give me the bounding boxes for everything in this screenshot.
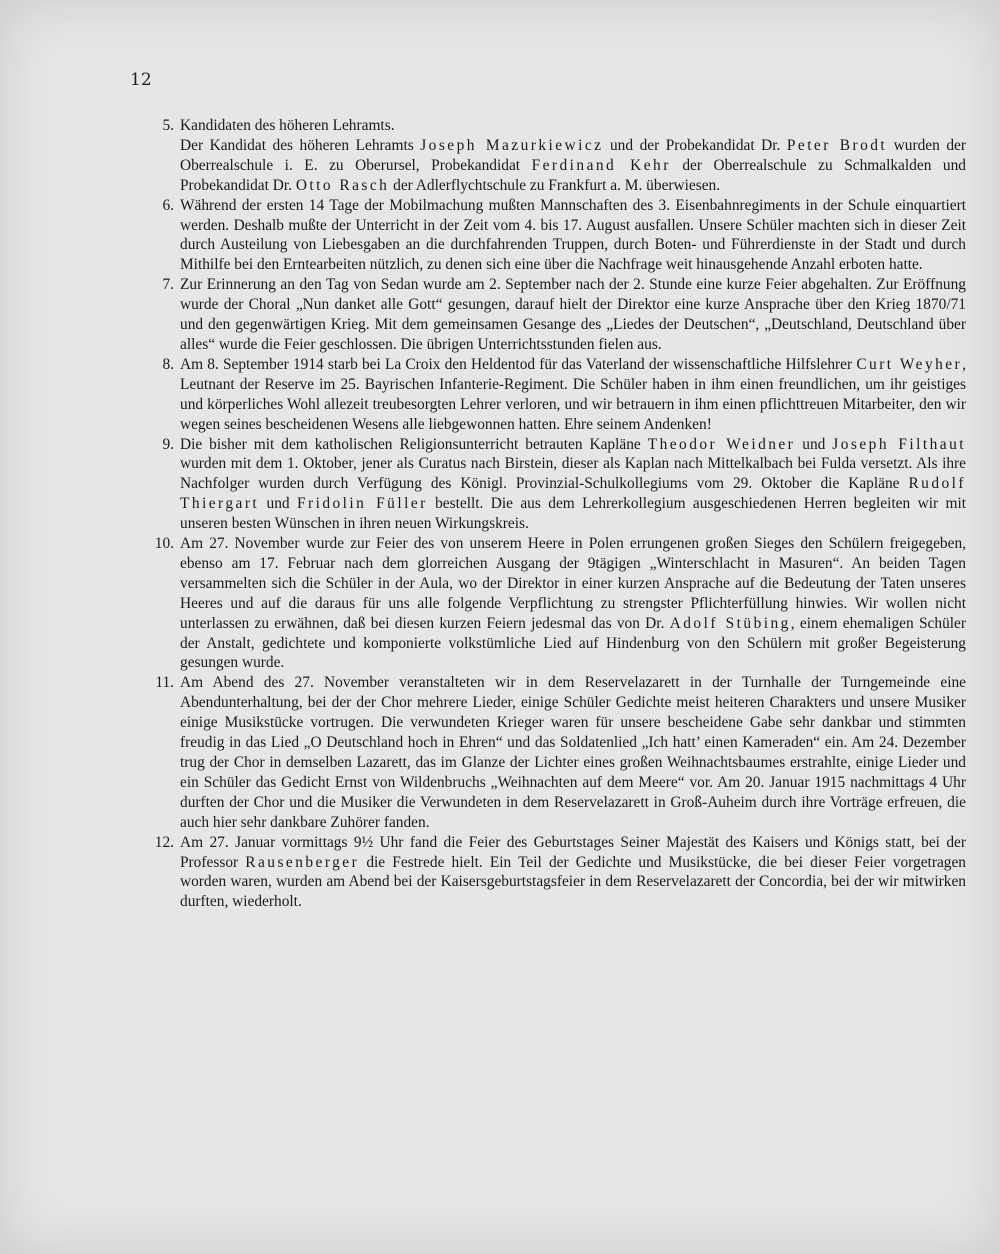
item-number: 9. — [162, 435, 174, 453]
list-item — [140, 196, 966, 276]
text-segment: bestellt. Die aus dem Lehrerkollegium ausgeschiedenen Herren begleiten wir mit unseren besten Wünschen in ihren neuen Wirkungskreis. — [180, 495, 967, 533]
item-number: 8. — [162, 355, 174, 373]
list-item — [140, 673, 966, 832]
spaced-name: Ferdinand Kehr — [531, 156, 671, 174]
spaced-name: Peter Brodt — [786, 136, 888, 154]
text-segment: Am 27. November wurde zur Feier des von unserem Heere in Polen errungenen großen Sieges den Schülern freigegeben, ebenso am 17. Februar nach dem glorreichen Ausgang der 9tägigen „Winterschlacht in Masuren“. An beiden Tagen versammelten sich die Schüler in der Aula, wo der Direktor in einer kurzen Ansprache auf die Bedeutung der Taten unseres Heeres und auf die daraus für uns alle folgende Verpflichtung zu strengster Pflichterfüllung hinwies. Wir wollen nicht unterlassen zu erwähnen, daß bei diesen kurzen Feiern jedesmal das von Dr. — [180, 535, 966, 632]
text-segment: Während der ersten 14 Tage der Mobilmachung mußten Mannschaften des 3. Eisenbahnregiments in der Schule einquartiert werden. Deshalb mußte der Unterricht in der Zeit vom 4. bis 17. August ausfallen. Unsere Schüler machten sich in dieser Zeit durch Austeilung von Liebesgaben an die durchfahrenden Truppen, durch Boten- und Führerdienste in der Stadt und durch Mithilfe bei den Erntearbeiten nützlich, zu denen sich eine über die Nachfrage weit hinausgehende Anzahl erboten hatte. — [180, 196, 966, 274]
text-segment: Am Abend des 27. November veranstalteten wir in dem Reservelazarett in der Turnhalle der Turngemeinde eine Abendunterhaltung, bei der der Chor mehrere Lieder, einige Schüler Gedichte meist heiteren Charakters und unsere Musiker einige Musikstücke vortrugen. Die verwundeten Krieger waren für unsere bescheidene Gabe sehr dankbar und stimmten freudig in das Lied „O Deutschland hoch in Ehren“ und das Soldatenlied „Ich hatt’ einen Kameraden“ ein. Am 24. Dezember trug der Chor in demselben Lazarett, das im Glanze der Lichter eines großen Weihnachtsbaumes erstrahlte, einige Lieder und ein Schüler das Gedicht Ernst von Wildenbruchs „Weihnachten auf dem Meere“ vor. Am 20. Januar 1915 nachmittags 4 Uhr durften der Chor und die Musiker die Verwundeten in dem Reservelazarett in Groß-Auheim durch ihre Vorträge erfreuen, die auch hier sehr dankbare Zuhörer fanden. — [180, 674, 966, 831]
text-segment: Zur Erinnerung an den Tag von Sedan wurde am 2. September nach der 2. Stunde eine kurze Feier abgehalten. Zur Eröffnung wurde der Choral „Nun danket alle Gott“ gesungen, darauf hielt der Direktor eine kurze Ansprache über den Krieg 1870/71 und den gegenwärtigen Krieg. Mit dem gemeinsamen Gesange des „Liedes der Deutschen“, „Deutschland, Deutschland über alles“ wurde die Feier geschlossen. Die übrigen Unterrichtsstunden fielen aus. — [180, 276, 966, 353]
spaced-name: Fridolin Füller — [297, 495, 428, 513]
text-segment: Kandidaten des höheren Lehramts. — [180, 117, 395, 134]
text-segment: die Festrede hielt. Ein Teil der Gedichte und Musikstücke, die bei dieser Feier vorgetragen worden waren, wurden am Abend bei der Kaisersgeburtstagsfeier in dem Reservelazarett der Concordia, bei der wir mitwirken durften, wiederholt. — [180, 853, 967, 911]
item-text — [180, 534, 966, 673]
text-segment: , einem ehemaligen Schüler der Anstalt, gedichtete und komponierte volkstümliche Lied auf Hindenburg von den Schülern mit großer Begeisterung gesungen wurde. — [180, 614, 966, 672]
spaced-name: Theodor Weidner — [647, 435, 796, 453]
spaced-name: Adolf Stübing — [669, 614, 791, 632]
text-segment: wurden mit dem 1. Oktober, jener als Curatus nach Birstein, dieser als Kaplan nach Mittelkalbach bei Fulda versetzt. Als ihre Nachfolger wurden durch Verfügung des Königl. Provinzial-Schulkollegiums vom 29. Oktober die Kapläne — [180, 455, 966, 493]
item-text — [180, 435, 966, 535]
list-item — [140, 435, 966, 535]
spaced-name: Otto Rasch — [295, 176, 390, 194]
item-text — [180, 196, 966, 276]
item-text — [180, 673, 966, 832]
text-segment: Der Kandidat des höheren Lehramts — [180, 136, 421, 154]
text-segment: und — [795, 435, 833, 453]
text-segment: und der Probekandidat Dr. — [603, 136, 787, 154]
list-item — [140, 534, 966, 673]
text-segment: Am 8. September 1914 starb bei La Croix den Heldentod für das Vaterland der wissenschaftliche Hilfslehrer — [180, 355, 857, 373]
item-number: 6. — [162, 196, 174, 214]
text-segment: , Leutnant der Reserve im 25. Bayrischen Infanterie-Regiment. Die Schüler haben in ihm einen freundlichen, um ihr geistiges und körperliches Wohl allezeit treubesorgten Lehrer verloren, und wir betrauern in ihm einen pflichttreuen Mitarbeiter, den wir wegen seines bescheidenen Wesens alle liebgewonnen hatten. Ehre seinem Andenken! — [180, 355, 967, 433]
list-item — [140, 116, 966, 196]
text-segment: Am 27. Januar vormittags 9½ Uhr fand die Feier des Geburtstages Seiner Majestät des Kaisers und Königs statt, bei der Professor — [180, 833, 966, 871]
spaced-name: Joseph Mazurkiewicz — [420, 136, 604, 154]
item-text — [180, 275, 966, 355]
item-number: 10. — [154, 535, 174, 553]
text-segment: Die bisher mit dem katholischen Religionsunterricht betrauten Kapläne — [180, 435, 648, 453]
item-number: 7. — [162, 276, 174, 294]
spaced-name: Rudolf Thiergart — [180, 475, 966, 513]
list-item — [140, 355, 966, 435]
item-text — [180, 116, 966, 196]
spaced-name: Joseph Filthaut — [832, 435, 967, 453]
item-text — [180, 833, 966, 913]
spaced-name: Curt Weyher — [856, 355, 963, 373]
item-number: 11. — [155, 674, 174, 692]
spaced-name: Rausenberger — [245, 853, 360, 871]
text-segment: und — [259, 495, 297, 513]
text-segment: der Adlerflychtschule zu Frankfurt a. M. überwiesen. — [389, 176, 721, 194]
text-segment: wurden der Oberrealschule i. E. zu Oberursel, Probekandidat — [180, 136, 966, 174]
list-item — [140, 275, 966, 355]
item-number: 12. — [154, 833, 174, 851]
item-number: 5. — [162, 117, 174, 134]
item-list — [140, 116, 966, 912]
list-item — [140, 833, 966, 913]
text-segment: der Oberrealschule zu Schmalkalden und Probekandidat Dr. — [180, 156, 966, 194]
item-text — [180, 355, 966, 435]
page-number: 12 — [130, 70, 152, 90]
